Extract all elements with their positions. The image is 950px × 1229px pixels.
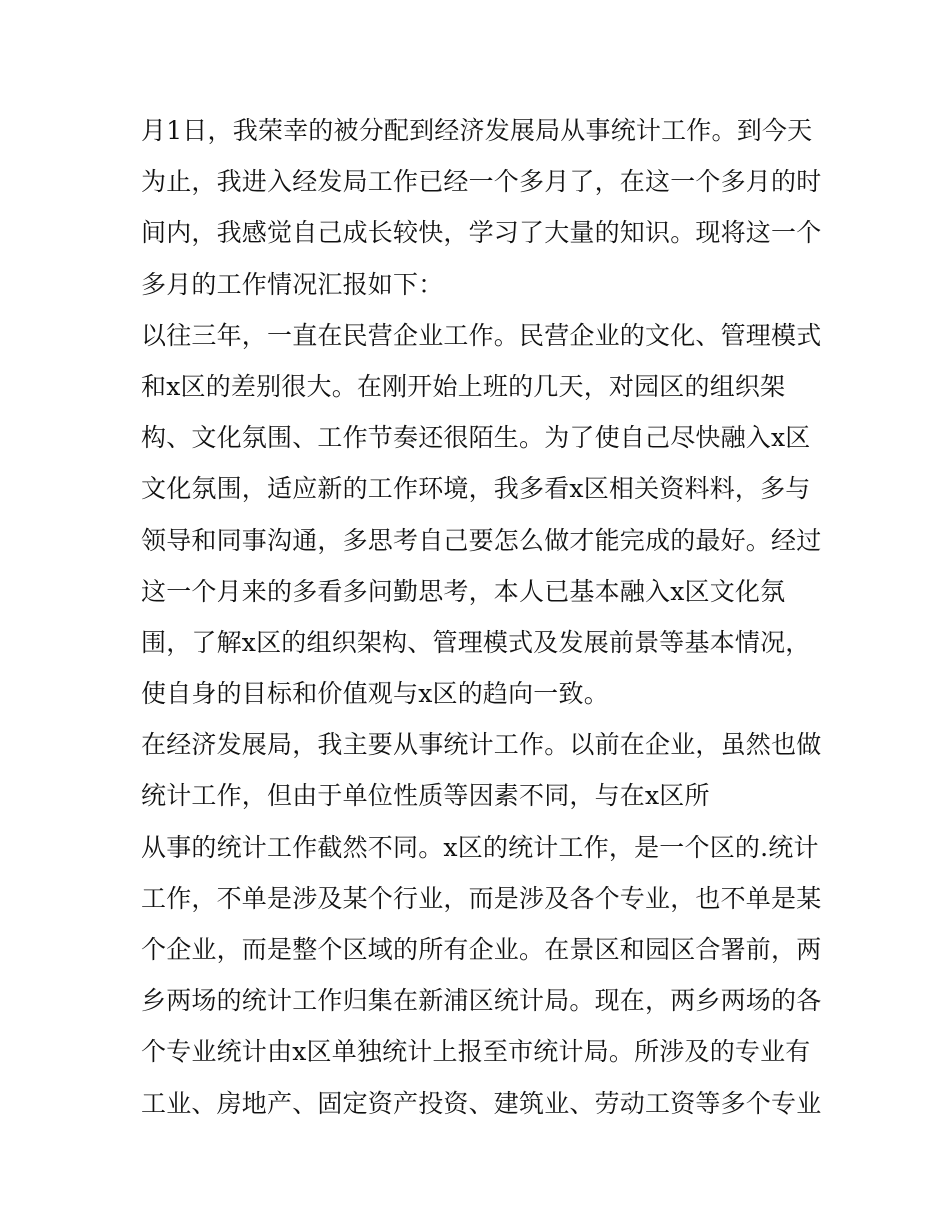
text-line: 统计工作，但由于单位性质等因素不同，与在x区所 [141,781,710,811]
text-line: 在经济发展局，我主要从事统计工作。以前在企业，虽然也做 [141,730,822,760]
text-line: 领导和同事沟通，多思考自己要怎么做才能完成的最好。经过 [141,525,822,555]
text-line: 多月的工作情况汇报如下： [141,269,444,299]
text-line: 工作，不单是涉及某个行业，而是涉及各个专业，也不单是某 [141,883,822,913]
text-line: 从事的统计工作截然不同。x区的统计工作，是一个区的.统计 [141,832,819,862]
text-line: 以往三年，一直在民营企业工作。民营企业的文化、管理模式 [141,320,822,350]
text-line: 乡两场的统计工作归集在新浦区统计局。现在，两乡两场的各 [141,986,822,1016]
text-line: 工业、房地产、固定资产投资、建筑业、劳动工资等多个专业 [141,1088,822,1118]
text-line: 文化氛围，适应新的工作环境，我多看x区相关资料料，多与 [141,474,811,504]
body-text [141,105,821,1129]
text-line: 个专业统计由x区单独统计上报至市统计局。所涉及的专业有 [141,1037,811,1067]
text-line: 月1日，我荣幸的被分配到经济发展局从事统计工作。到今天 [141,116,813,145]
text-line: 这一个月来的多看多问勤思考，本人已基本融入x区文化氛 [141,576,786,606]
text-line: 间内，我感觉自己成长较快，学习了大量的知识。现将这一个 [141,218,822,248]
text-line: 个企业，而是整个区域的所有企业。在景区和园区合署前，两 [141,935,822,964]
text-line: 和x区的差别很大。在刚开始上班的几天，对园区的组织架 [141,371,786,401]
text-line: 构、文化氛围、工作节奏还很陌生。为了使自己尽快融入x区 [141,423,811,453]
text-line: 围，了解x区的组织架构、管理模式及发展前景等基本情况， [141,627,811,657]
text-line: 使自身的目标和价值观与x区的趋向一致。 [141,679,609,709]
text-line: 为止，我进入经发局工作已经一个多月了，在这一个多月的时 [141,167,822,197]
